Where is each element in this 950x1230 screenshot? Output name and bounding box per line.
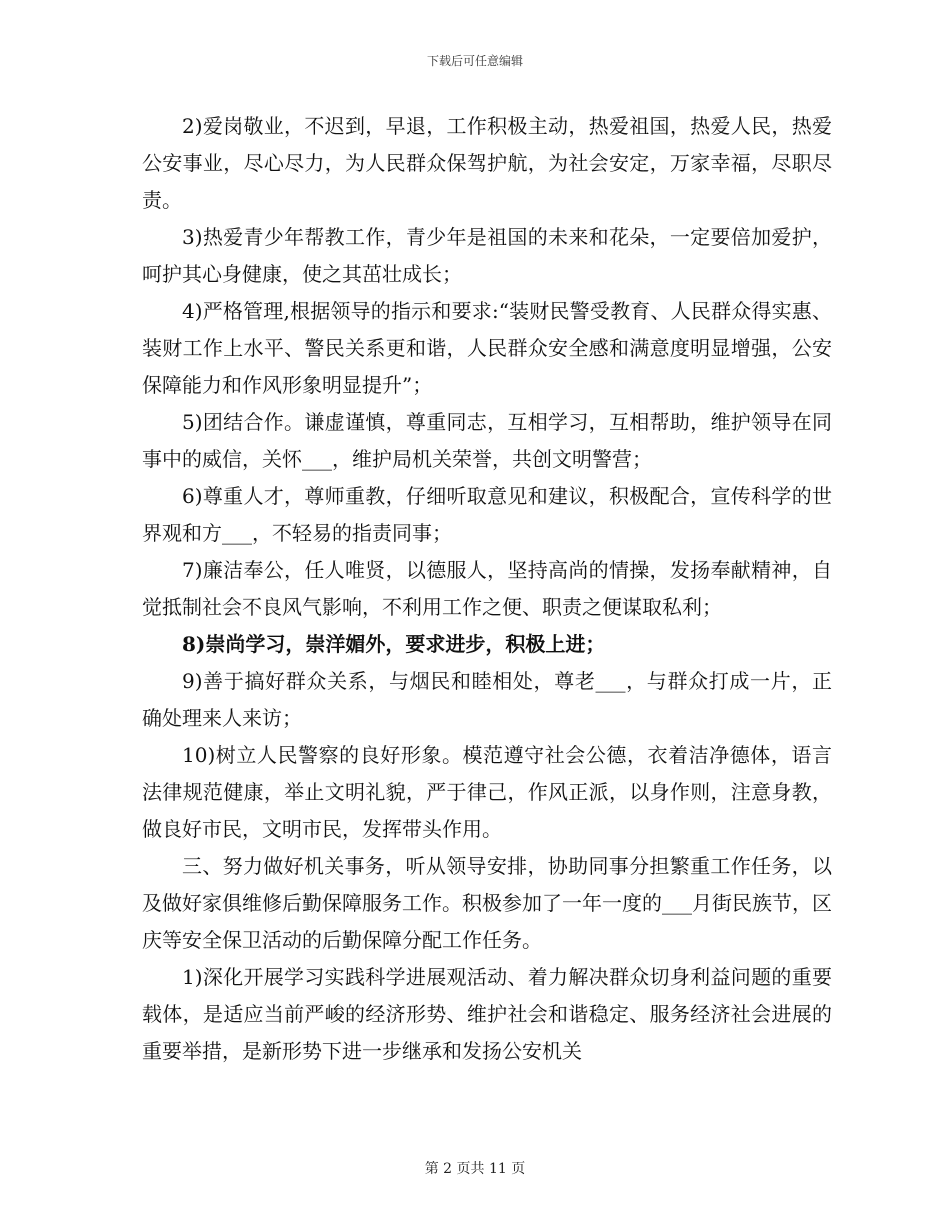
paragraph-item-3: 3)热爱青少年帮教工作，青少年是祖国的未来和花朵，一定要倍加爱护，呵护其心身健康，使之其茁壮成长； <box>142 225 832 286</box>
paragraph-item-8: 8)崇尚学习，崇洋媚外，要求进步，积极上进； <box>182 632 606 656</box>
document-body <box>142 108 832 1070</box>
paragraph-item-4: 4)严格管理,根据领导的指示和要求:“装财民警受教育、人民群众得实惠、装财工作上水平、警民关系更和谐，人民群众安全感和满意度明显增强，公安保障能力和作风形象明显提升”； <box>142 299 832 397</box>
paragraph-item-10: 10)树立人民警察的良好形象。模范遵守社会公德，衣着洁净德体，语言法律规范健康，举止文明礼貌，严于律己，作风正派，以身作则，注意身教，做良好市民，文明市民，发挥带头作用。 <box>142 743 832 841</box>
page-header: 下载后可任意编辑 <box>426 54 523 68</box>
paragraph-item-6: 6)尊重人才，尊师重教，仔细听取意见和建议，积极配合，宣传科学的世界观和方___，不轻易的指责同事； <box>142 484 832 545</box>
page-number-footer: 第 2 页共 11 页 <box>424 1161 526 1177</box>
section-three-paragraph: 三、努力做好机关事务，听从领导安排，协助同事分担繁重工作任务，以及做好家俱维修后勤保障服务工作。积极参加了一年一度的___月街民族节，区庆等安全保卫活动的后勤保障分配工作任务。 <box>142 854 832 952</box>
paragraph-item-2: 2)爱岗敬业，不迟到，早退，工作积极主动，热爱祖国，热爱人民，热爱公安事业，尽心尽力，为人民群众保驾护航，为社会安定，万家幸福，尽职尽责。 <box>142 114 832 212</box>
paragraph-item-9: 9)善于搞好群众关系，与烟民和睦相处，尊老___，与群众打成一片，正确处理来人来访； <box>142 669 832 730</box>
section-three-item-1: 1)深化开展学习实践科学进展观活动、着力解决群众切身利益问题的重要载体，是适应当前严峻的经济形势、维护社会和谐稳定、服务经济社会进展的重要举措，是新形势下进一步继承和发扬公安机关 <box>142 965 832 1063</box>
paragraph-item-5: 5)团结合作。谦虚谨慎，尊重同志，互相学习，互相帮助，维护领导在同事中的威信，关怀___，维护局机关荣誉，共创文明警营； <box>142 410 832 471</box>
paragraph-item-7: 7)廉洁奉公，任人唯贤，以德服人，坚持高尚的情操，发扬奉献精神，自觉抵制社会不良风气影响，不利用工作之便、职责之便谋取私利； <box>142 558 832 619</box>
